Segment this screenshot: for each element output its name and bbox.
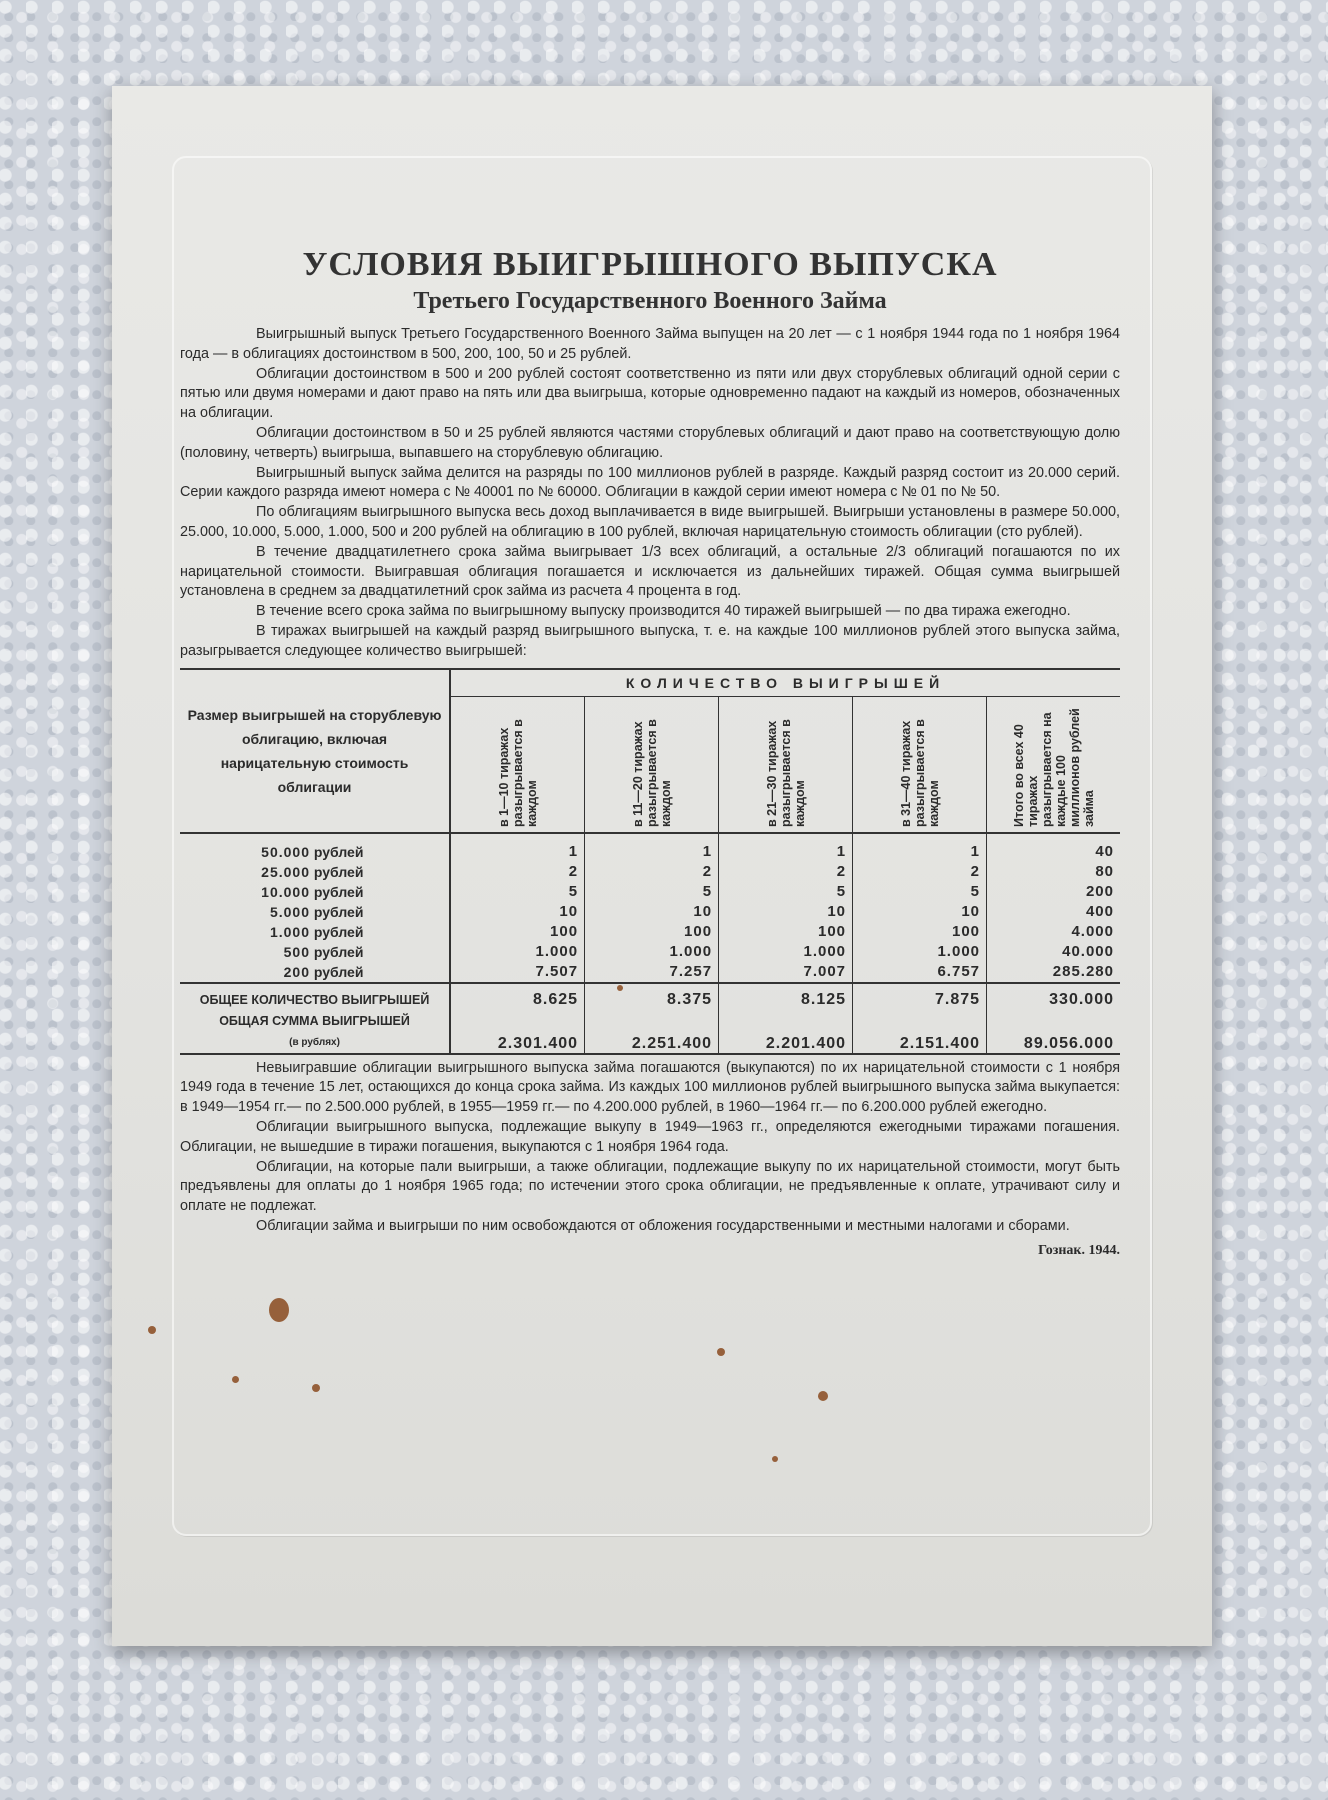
rust-spot [269,1298,289,1322]
paragraph: Выигрышный выпуск Третьего Государственного Военного Займа выпущен на 20 лет — с 1 ноября 1944 года по 1 ноября 1964 года — в облигациях достоинством в 500, 200, 100, 50 и 25 рублей. [180,326,1120,362]
table-row [180,962,1120,983]
column-header [585,696,719,833]
row-unit: рублей [313,963,364,980]
total-count-cell: 8.625 [533,991,579,1009]
table-cell: 285.280 [987,962,1120,983]
row-label [180,842,450,862]
table-row [180,942,1120,962]
row-unit: рублей [313,883,364,900]
table-cell: 200 [987,882,1120,902]
group-header: КОЛИЧЕСТВО ВЫИГРЫШЕЙ [450,669,1120,697]
table-row [180,862,1120,882]
total-count-cell: 7.875 [853,990,987,1011]
row-label [180,922,450,942]
table-cell: 1 [719,842,853,862]
paragraph: Облигации достоинством в 500 и 200 рублей состоят соответственно из пяти или двух сторублевых облигаций одной серии с пятью или двумя номерами и дают право на пять или два выигрыша, которые одновременно падают на каждый из номеров, обозначенных на облигации. [180,365,1120,422]
table-cell: 10 [853,902,987,922]
total-sum-cell: 2.301.400 [497,1034,579,1052]
bond-sheet [112,86,1212,1646]
table-cell: 5 [853,882,987,902]
row-amount: 5.000 [269,903,310,920]
paragraph: Невыигравшие облигации выигрышного выпуска займа погашаются (выкупаются) по их нарицательной стоимости с 1 ноября 1949 года в течение 15 лет, остающихся до конца срока займа. Из каждых 100 миллионов рублей выигрышного выпуска займа выкупается: в 1949—1954 гг.— по 2.500.000 рублей, в 1955—1959 гг.— по 4.200.000 рублей, в 1960—1964 гг.— по 6.200.000 рублей ежегодно. [180,1059,1120,1116]
row-label [180,902,450,922]
row-amount: 200 [283,963,310,980]
paragraph: По облигациям выигрышного выпуска весь доход выплачивается в виде выигрышей. Выигрыши установлены в размере 50.000, 25.000, 10.000, 5.000, 1.000, 500 и 200 рублей на облигацию в 100 рублей, включая нарицательную стоимость облигации (сто рублей). [180,504,1120,540]
row-amount: 50.000 [261,843,310,860]
table-cell: 100 [719,922,853,942]
total-sum-label: ОБЩАЯ СУММА ВЫИГРЫШЕЙ [219,1013,410,1028]
total-sum-unit: (в рублях) [289,1036,340,1048]
table-cell: 2 [568,863,579,881]
row-label [180,862,450,882]
table-cell: 7.507 [535,963,579,981]
table-cell: 5 [585,882,719,902]
table-cell: 400 [987,902,1120,922]
row-unit: рублей [313,863,364,880]
table-row [180,902,1120,922]
column-header-text: в 31—40 тиражах разыгрывается в каждом [898,718,941,827]
rust-spot [232,1376,239,1383]
row-unit: рублей [313,843,364,860]
row-amount: 25.000 [261,863,310,880]
paragraph: В течение всего срока займа по выигрышному выпуску производится 40 тиражей выигрышей — по два тиража ежегодно. [256,603,1071,620]
table-cell: 100 [550,923,579,941]
row-amount: 500 [283,943,310,960]
table-cell: 5 [719,882,853,902]
column-header-text: Итого во всех 40 тиражах разыгрывается на каждые 100 миллионов рублей займа [1011,707,1096,827]
total-count-row [180,990,1120,1011]
table-cell: 6.757 [853,962,987,983]
row-unit: рублей [313,923,364,940]
table-cell: 7.257 [585,962,719,983]
intro-section [180,325,1120,662]
column-header [450,696,585,833]
total-sum-label-cell [180,1011,450,1054]
paragraph: В течение двадцатилетнего срока займа выигрывает 1/3 всех облигаций, а остальные 2/3 облигаций погашаются по их нарицательной стоимости. Выигравшая облигация погашается и исключается из дальнейших тиражей. Общая сумма выигрышей установлена в среднем за двадцатилетний срок займа из расчета 4 процента в год. [180,543,1120,600]
row-header-label: Размер выигрышей на сторублевую облигацию, включая нарицательную стоимость облигации [180,669,450,833]
column-header-text: в 1—10 тиражах разыгрывается в каждом [496,718,539,827]
table-cell: 1.000 [719,942,853,962]
column-header-text: в 11—20 тиражах разыгрывается в каждом [630,718,673,827]
row-label [180,962,450,983]
table-cell: 10 [719,902,853,922]
total-sum-cell: 2.251.400 [585,1011,719,1054]
paragraph: Облигации, на которые пали выигрыши, а также облигации, подлежащие выкупу по их нарицательной стоимости, могут быть предъявлены для оплаты до 1 ноября 1965 года; по истечении этого срока облигации, не предъявленные к оплате, утрачивают силу и оплате не подлежат. [180,1158,1120,1215]
table-cell: 1 [585,842,719,862]
row-amount: 1.000 [269,923,310,940]
row-label [180,942,450,962]
table-row [180,882,1120,902]
winnings-table [180,668,1120,1059]
table-cell: 2 [719,862,853,882]
column-header-text: в 21—30 тиражах разыгрывается в каждом [764,718,807,827]
rust-spot [772,1456,778,1462]
table-cell: 5 [568,883,579,901]
total-count-cell: 330.000 [987,990,1120,1011]
total-sum-cell: 2.151.400 [853,1011,987,1054]
table-cell: 1 [853,842,987,862]
printer-imprint: Гознак. 1944. [1038,1242,1120,1258]
total-sum-row [180,1011,1120,1054]
document-title: УСЛОВИЯ ВЫИГРЫШНОГО ВЫПУСКА [302,246,998,283]
table-cell: 100 [585,922,719,942]
table-row [180,842,1120,862]
paragraph: В тиражах выигрышей на каждый разряд выигрышного выпуска, т. е. на каждые 100 миллионов рублей этого выпуска займа, разыгрывается следующее количество выигрышей: [180,622,1120,659]
paragraph: Облигации достоинством в 50 и 25 рублей являются частями сторублевых облигаций и дают право на соответствующую долю (половину, четверть) выигрыша, выпавшего на сторублевую облигацию. [180,424,1120,461]
table-cell: 1.000 [585,942,719,962]
table-row [180,922,1120,942]
table-cell: 4.000 [987,922,1120,942]
table-cell: 10 [559,903,579,921]
row-amount: 10.000 [261,883,310,900]
table-cell: 40 [987,842,1120,862]
total-count-cell: 8.125 [719,990,853,1011]
paragraph: Выигрышный выпуск займа делится на разряды по 100 миллионов рублей в разряде. Каждый разряд состоит из 20.000 серий. Серии каждого разряда имеют номера с № 40001 по № 60000. Облигации в каждой серии имеют номера с № 01 по № 50. [180,464,1120,501]
table-cell: 80 [987,862,1120,882]
rust-spot [312,1384,320,1392]
column-header [987,696,1120,833]
table-cell: 100 [853,922,987,942]
row-label [180,882,450,902]
paragraph: Облигации займа и выигрыши по ним освобождаются от обложения государственными и местными налогами и сборами. [256,1217,1070,1234]
rust-spot [717,1348,725,1356]
table-cell: 2 [585,862,719,882]
column-header [853,696,987,833]
closing-section [180,1059,1120,1237]
total-sum-cell: 2.201.400 [719,1011,853,1054]
document-subtitle: Третьего Государственного Военного Займа [413,288,887,314]
rust-spot [818,1391,828,1401]
row-unit: рублей [313,943,364,960]
total-sum-cell: 89.056.000 [987,1011,1120,1054]
row-unit: рублей [313,903,364,920]
table-cell: 1 [568,843,579,861]
table-cell: 1.000 [853,942,987,962]
table-cell: 40.000 [987,942,1120,962]
total-count-label: ОБЩЕЕ КОЛИЧЕСТВО ВЫИГРЫШЕЙ [180,990,450,1011]
rust-spot [148,1326,156,1334]
table-cell: 10 [585,902,719,922]
total-count-cell: 8.375 [585,990,719,1011]
column-header [719,696,853,833]
table-cell: 2 [853,862,987,882]
document-body [180,246,1120,1259]
table-cell: 1.000 [535,943,579,961]
table-cell: 7.007 [719,962,853,983]
paragraph: Облигации выигрышного выпуска, подлежащие выкупу в 1949—1963 гг., определяются ежегодными тиражами погашения. Облигации, не вышедшие в тиражи погашения, выкупаются с 1 ноября 1964 года. [180,1118,1120,1155]
